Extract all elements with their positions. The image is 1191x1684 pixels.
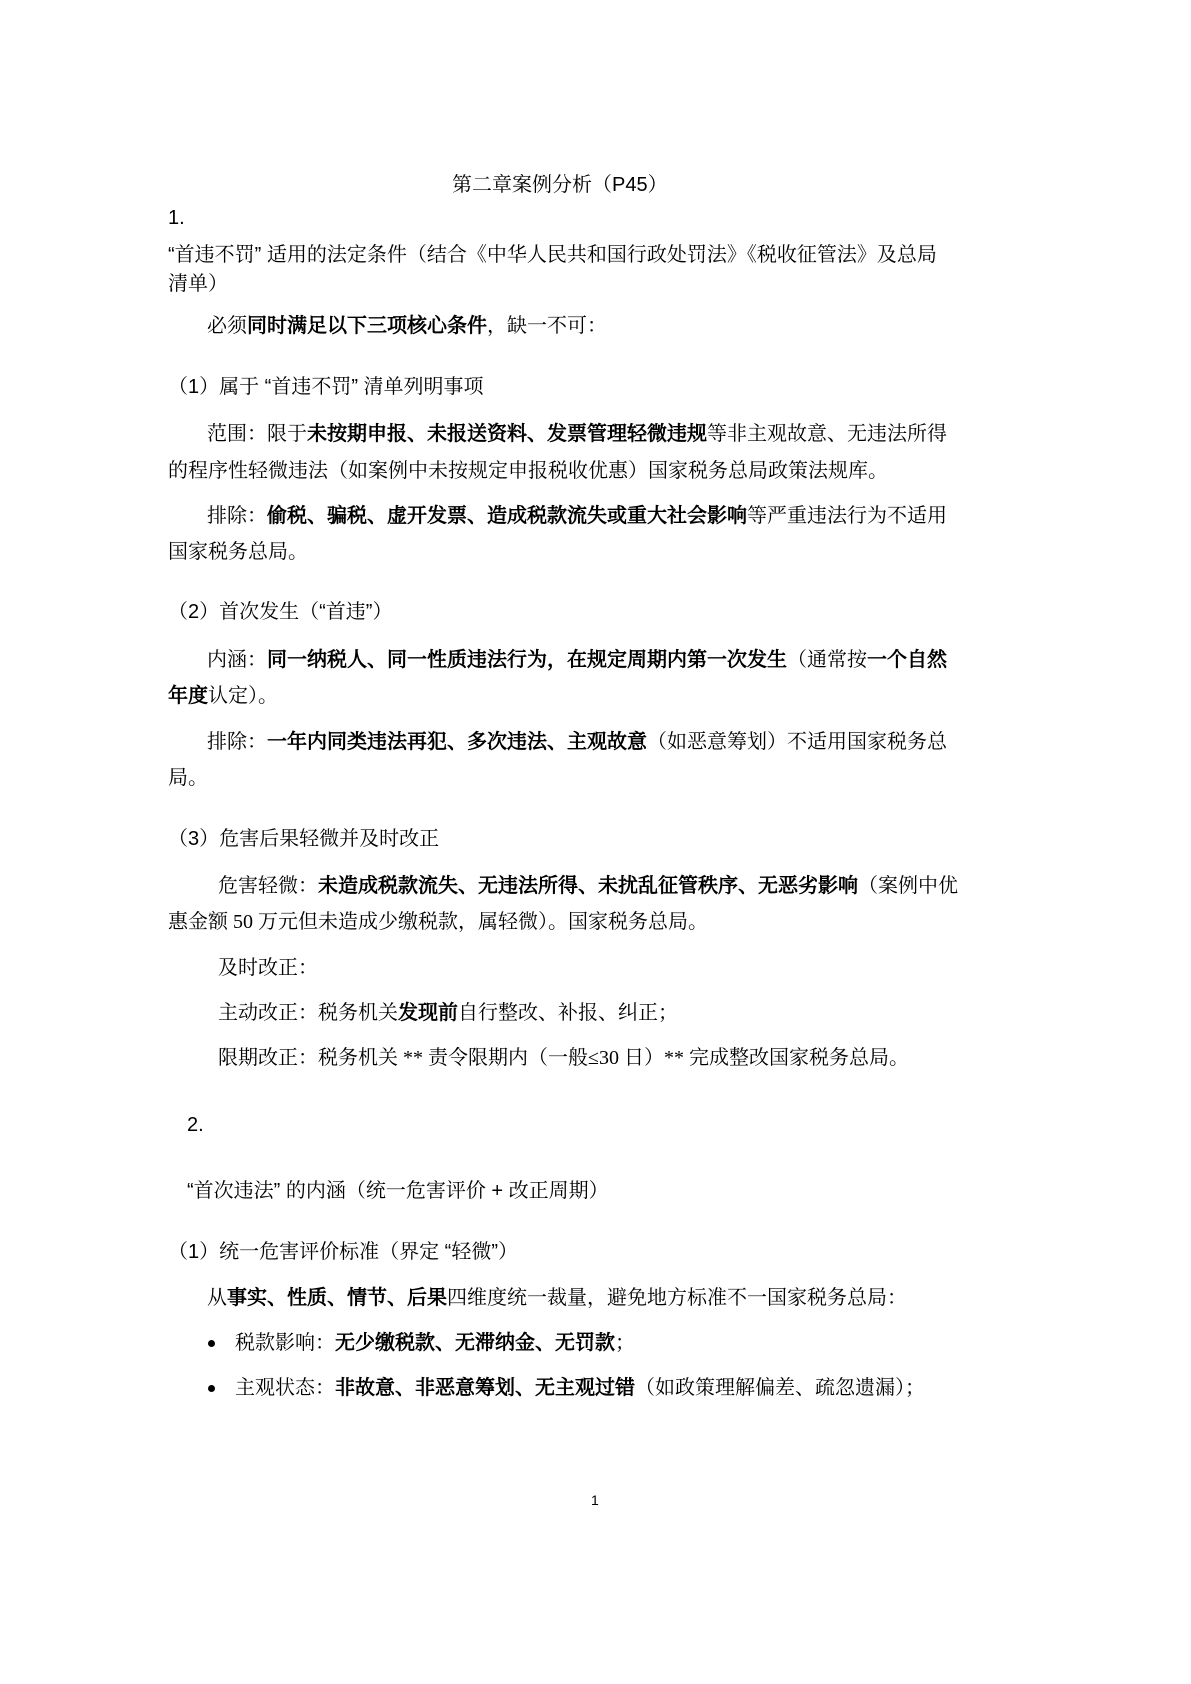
bullet-item-2: 主观状态：非故意、非恶意筹划、无主观过错（如政策理解偏差、疏忽遗漏）； [235,1377,925,1399]
section-4-intro: 从事实、性质、情节、后果四维度统一裁量，避免地方标准不一国家税务总局： [207,1287,907,1309]
page-title: 第二章案例分析（P45） [452,174,668,196]
bullet-icon [208,1385,215,1392]
section-2-meaning-line-1: 内涵：同一纳税人、同一性质违法行为，在规定周期内第一次发生（通常按一个自然 [207,649,947,671]
heading-1-line-1: “首违不罚” 适用的法定条件（结合《中华人民共和国行政处罚法》《税收征管法》及总局 [168,244,937,266]
intro-paragraph: 必须同时满足以下三项核心条件，缺一不可： [207,315,607,337]
section-3-harm-line-2: 惠金额 50 万元但未造成少缴税款，属轻微）。国家税务总局。 [168,911,708,933]
section-1-scope-line-1: 范围：限于未按期申报、未报送资料、发票管理轻微违规等非主观故意、无违法所得 [207,423,947,445]
section-2-exclusion-line-1: 排除：一年内同类违法再犯、多次违法、主观故意（如恶意筹划）不适用国家税务总 [207,731,947,753]
section-1-title: （1）属于 “首违不罚” 清单列明事项 [168,376,484,398]
section-1-exclusion-line-1: 排除：偷税、骗税、虚开发票、造成税款流失或重大社会影响等严重违法行为不适用 [207,505,947,527]
section-3-active-correction: 主动改正：税务机关发现前自行整改、补报、纠正； [218,1002,678,1024]
heading-1-line-2: 清单） [168,273,228,295]
section-3-title: （3）危害后果轻微并及时改正 [168,828,440,850]
item-number-2: 2. [187,1114,204,1136]
bullet-item-1: 税款影响：无少缴税款、无滞纳金、无罚款； [235,1332,635,1354]
item-number-1: 1. [168,207,185,229]
section-2-meaning-line-2: 年度认定）。 [168,685,278,707]
section-2-title: （2）首次发生（“首违”） [168,601,393,623]
section-4-title: （1）统一危害评价标准（界定 “轻微”） [168,1241,518,1263]
heading-2: “首次违法” 的内涵（统一危害评价 + 改正周期） [187,1180,609,1202]
section-3-timely-correction: 及时改正： [218,957,318,979]
section-2-exclusion-line-2: 局。 [168,767,208,789]
section-1-exclusion-line-2: 国家税务总局。 [168,541,308,563]
section-1-scope-line-2: 的程序性轻微违法（如案例中未按规定申报税收优惠）国家税务总局政策法规库。 [168,460,888,482]
page-number: 1 [591,1492,599,1508]
section-3-limited-correction: 限期改正：税务机关 ** 责令限期内（一般≤30 日）** 完成整改国家税务总局。 [218,1047,909,1069]
section-3-harm-line-1: 危害轻微：未造成税款流失、无违法所得、未扰乱征管秩序、无恶劣影响（案例中优 [218,875,958,897]
bullet-icon [208,1340,215,1347]
